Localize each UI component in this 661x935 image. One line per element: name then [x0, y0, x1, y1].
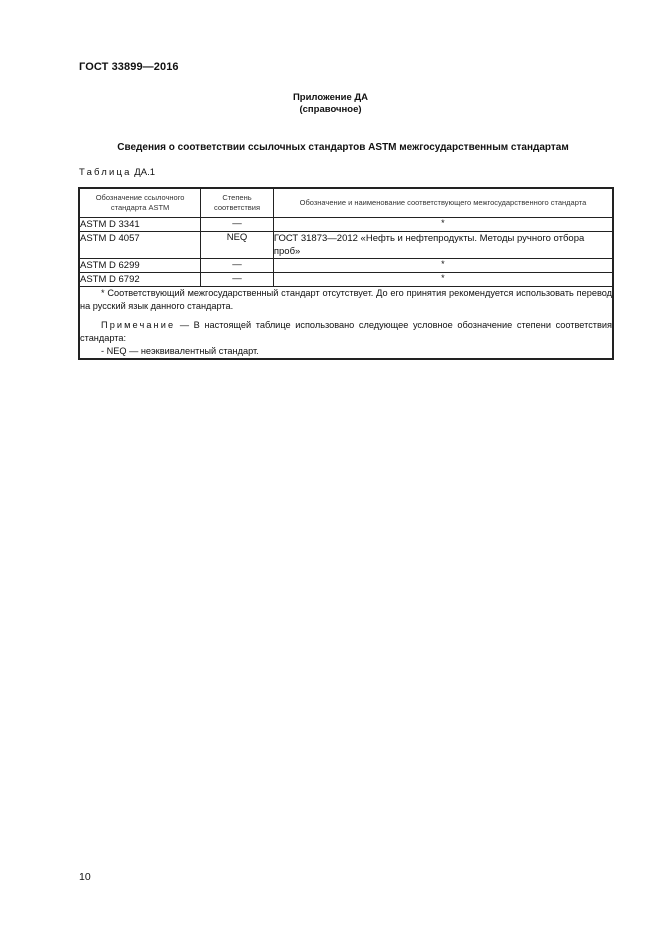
table-row	[79, 218, 613, 232]
cell-equivalent: *	[273, 259, 613, 273]
cell-degree: —	[201, 218, 274, 232]
document-code-header: ГОСТ 33899—2016	[79, 61, 179, 73]
note-item: - NEQ — неэквивалентный стандарт.	[101, 346, 259, 356]
note-text: — В настоящей таблице использовано следующее условное обозначение степени соответствия стандарта:	[80, 320, 612, 343]
table-caption-word: Таблица	[79, 167, 132, 178]
table-notes-row	[79, 287, 613, 360]
appendix-heading	[0, 92, 661, 116]
header-equivalent-standard: Обозначение и наименование соответствующего межгосударственного стандарта	[273, 188, 613, 218]
document-title: Сведения о соответствии ссылочных стандартов ASTM межгосударственным стандартам	[117, 142, 569, 153]
correspondence-table	[78, 187, 614, 360]
table-note	[80, 319, 612, 345]
cell-standard: ASTM D 4057	[79, 232, 201, 259]
table-row	[79, 259, 613, 273]
table-row	[79, 232, 613, 259]
note-label: Примечание	[101, 320, 176, 330]
cell-standard: ASTM D 3341	[79, 218, 201, 232]
cell-degree: NEQ	[201, 232, 274, 259]
table-caption-number: ДА.1	[134, 167, 155, 178]
cell-equivalent: ГОСТ 31873—2012 «Нефть и нефтепродукты. Методы ручного отбора проб»	[273, 232, 613, 259]
table-header-row	[79, 188, 613, 218]
header-degree: Степень соответствия	[201, 188, 274, 218]
cell-degree: —	[201, 259, 274, 273]
page-number: 10	[79, 871, 91, 883]
header-astm-standard: Обозначение ссылочного стандарта ASTM	[79, 188, 201, 218]
cell-equivalent: *	[273, 218, 613, 232]
table-footnote: * Соответствующий межгосударственный стандарт отсутствует. До его принятия рекомендуется использовать перевод на русский язык данного стандарта.	[80, 288, 612, 311]
cell-standard: ASTM D 6299	[79, 259, 201, 273]
table-notes	[79, 287, 613, 360]
table-caption	[79, 167, 155, 178]
cell-standard: ASTM D 6792	[79, 273, 201, 287]
appendix-title: Приложение ДА	[292, 92, 369, 103]
appendix-subtitle: (справочное)	[299, 104, 362, 115]
table-row	[79, 273, 613, 287]
cell-equivalent: *	[273, 273, 613, 287]
cell-degree: —	[201, 273, 274, 287]
